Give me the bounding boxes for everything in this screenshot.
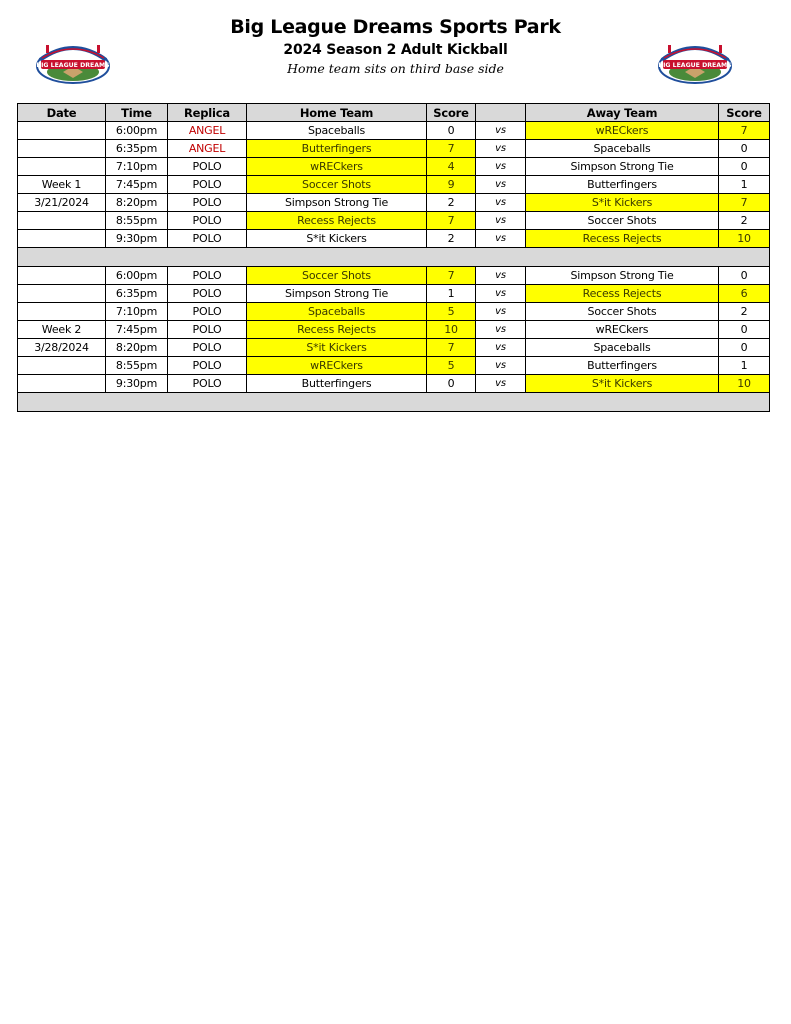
replica-cell: POLO [168, 321, 247, 339]
home-team-cell: Simpson Strong Tie [247, 194, 427, 212]
home-score-cell: 0 [427, 375, 476, 393]
replica-cell: POLO [168, 194, 247, 212]
replica-cell: ANGEL [168, 122, 247, 140]
vs-cell: vs [476, 285, 526, 303]
table-row [18, 339, 770, 357]
table-header-row [18, 104, 770, 122]
away-team-cell: Butterfingers [526, 357, 719, 375]
col-home-team-header: Home Team [247, 104, 427, 122]
away-team-cell: Spaceballs [526, 339, 719, 357]
away-team-cell: wRECkers [526, 321, 719, 339]
home-score-cell: 7 [427, 212, 476, 230]
col-time-header: Time [106, 104, 168, 122]
home-score-cell: 1 [427, 285, 476, 303]
home-team-cell: S*it Kickers [247, 230, 427, 248]
away-team-cell: S*it Kickers [526, 194, 719, 212]
home-score-cell: 9 [427, 176, 476, 194]
home-team-cell: Spaceballs [247, 303, 427, 321]
date-cell: Week 2 [18, 321, 106, 339]
home-team-cell: Butterfingers [247, 140, 427, 158]
date-cell [18, 357, 106, 375]
col-date-header: Date [18, 104, 106, 122]
away-team-cell: Soccer Shots [526, 212, 719, 230]
table-row [18, 140, 770, 158]
vs-cell: vs [476, 212, 526, 230]
date-cell [18, 122, 106, 140]
vs-cell: vs [476, 140, 526, 158]
date-cell [18, 230, 106, 248]
table-row [18, 267, 770, 285]
away-score-cell: 10 [719, 375, 770, 393]
time-cell: 8:55pm [106, 357, 168, 375]
away-team-cell: Simpson Strong Tie [526, 267, 719, 285]
replica-cell: POLO [168, 267, 247, 285]
time-cell: 6:35pm [106, 285, 168, 303]
vs-cell: vs [476, 303, 526, 321]
week-separator-row [18, 393, 770, 412]
replica-cell: POLO [168, 285, 247, 303]
home-team-cell: Simpson Strong Tie [247, 285, 427, 303]
home-score-cell: 7 [427, 339, 476, 357]
home-team-cell: wRECkers [247, 158, 427, 176]
home-team-cell: Spaceballs [247, 122, 427, 140]
time-cell: 6:00pm [106, 122, 168, 140]
time-cell: 7:45pm [106, 176, 168, 194]
date-cell [18, 267, 106, 285]
away-team-cell: Simpson Strong Tie [526, 158, 719, 176]
home-score-cell: 0 [427, 122, 476, 140]
away-team-cell: Recess Rejects [526, 230, 719, 248]
replica-cell: ANGEL [168, 140, 247, 158]
table-row [18, 158, 770, 176]
replica-cell: POLO [168, 212, 247, 230]
time-cell: 8:55pm [106, 212, 168, 230]
home-score-cell: 2 [427, 194, 476, 212]
date-cell: Week 1 [18, 176, 106, 194]
home-team-cell: wRECkers [247, 357, 427, 375]
replica-cell: POLO [168, 339, 247, 357]
home-team-cell: Recess Rejects [247, 212, 427, 230]
replica-cell: POLO [168, 230, 247, 248]
date-cell: 3/28/2024 [18, 339, 106, 357]
home-team-cell: S*it Kickers [247, 339, 427, 357]
col-away-score-header: Score [719, 104, 770, 122]
table-row [18, 230, 770, 248]
home-team-cell: Soccer Shots [247, 176, 427, 194]
col-home-score-header: Score [427, 104, 476, 122]
date-cell [18, 285, 106, 303]
away-score-cell: 2 [719, 212, 770, 230]
week-separator-row [18, 248, 770, 267]
table-row [18, 194, 770, 212]
home-score-cell: 7 [427, 140, 476, 158]
home-team-cell: Butterfingers [247, 375, 427, 393]
away-score-cell: 7 [719, 122, 770, 140]
document-title: Big League Dreams Sports Park [230, 16, 561, 38]
table-row [18, 176, 770, 194]
table-row [18, 285, 770, 303]
table-row [18, 321, 770, 339]
replica-cell: POLO [168, 303, 247, 321]
vs-cell: vs [476, 321, 526, 339]
schedule-body [18, 122, 770, 412]
table-row [18, 303, 770, 321]
away-score-cell: 0 [719, 267, 770, 285]
away-team-cell: Spaceballs [526, 140, 719, 158]
away-team-cell: wRECkers [526, 122, 719, 140]
away-score-cell: 0 [719, 339, 770, 357]
logo-text-right: BIG LEAGUE DREAMS [658, 62, 732, 69]
vs-cell: vs [476, 230, 526, 248]
time-cell: 7:10pm [106, 303, 168, 321]
time-cell: 6:00pm [106, 267, 168, 285]
table-row [18, 212, 770, 230]
vs-cell: vs [476, 267, 526, 285]
date-cell [18, 158, 106, 176]
away-score-cell: 0 [719, 321, 770, 339]
document-tagline: Home team sits on third base side [287, 61, 504, 76]
vs-cell: vs [476, 194, 526, 212]
vs-cell: vs [476, 158, 526, 176]
home-score-cell: 10 [427, 321, 476, 339]
home-score-cell: 7 [427, 267, 476, 285]
time-cell: 8:20pm [106, 194, 168, 212]
home-score-cell: 2 [427, 230, 476, 248]
vs-cell: vs [476, 357, 526, 375]
date-cell: 3/21/2024 [18, 194, 106, 212]
separator-cell [18, 393, 770, 412]
time-cell: 8:20pm [106, 339, 168, 357]
time-cell: 9:30pm [106, 375, 168, 393]
away-score-cell: 0 [719, 140, 770, 158]
away-team-cell: Soccer Shots [526, 303, 719, 321]
away-score-cell: 2 [719, 303, 770, 321]
schedule-table [17, 103, 770, 412]
replica-cell: POLO [168, 357, 247, 375]
away-team-cell: Recess Rejects [526, 285, 719, 303]
time-cell: 9:30pm [106, 230, 168, 248]
table-row [18, 122, 770, 140]
date-cell [18, 375, 106, 393]
home-score-cell: 5 [427, 303, 476, 321]
table-row [18, 357, 770, 375]
col-vs-header [476, 104, 526, 122]
home-score-cell: 5 [427, 357, 476, 375]
away-score-cell: 6 [719, 285, 770, 303]
away-score-cell: 0 [719, 158, 770, 176]
home-team-cell: Recess Rejects [247, 321, 427, 339]
col-replica-header: Replica [168, 104, 247, 122]
col-away-team-header: Away Team [526, 104, 719, 122]
date-cell [18, 303, 106, 321]
replica-cell: POLO [168, 176, 247, 194]
document-subtitle: 2024 Season 2 Adult Kickball [283, 42, 508, 58]
away-score-cell: 10 [719, 230, 770, 248]
away-score-cell: 1 [719, 176, 770, 194]
vs-cell: vs [476, 122, 526, 140]
vs-cell: vs [476, 176, 526, 194]
replica-cell: POLO [168, 375, 247, 393]
vs-cell: vs [476, 339, 526, 357]
document-header [0, 14, 791, 78]
time-cell: 6:35pm [106, 140, 168, 158]
away-score-cell: 7 [719, 194, 770, 212]
date-cell [18, 140, 106, 158]
time-cell: 7:45pm [106, 321, 168, 339]
separator-cell [18, 248, 770, 267]
home-team-cell: Soccer Shots [247, 267, 427, 285]
date-cell [18, 212, 106, 230]
replica-cell: POLO [168, 158, 247, 176]
home-score-cell: 4 [427, 158, 476, 176]
away-team-cell: Butterfingers [526, 176, 719, 194]
logo-text-left: BIG LEAGUE DREAMS [36, 62, 110, 69]
vs-cell: vs [476, 375, 526, 393]
away-team-cell: S*it Kickers [526, 375, 719, 393]
time-cell: 7:10pm [106, 158, 168, 176]
away-score-cell: 1 [719, 357, 770, 375]
table-row [18, 375, 770, 393]
